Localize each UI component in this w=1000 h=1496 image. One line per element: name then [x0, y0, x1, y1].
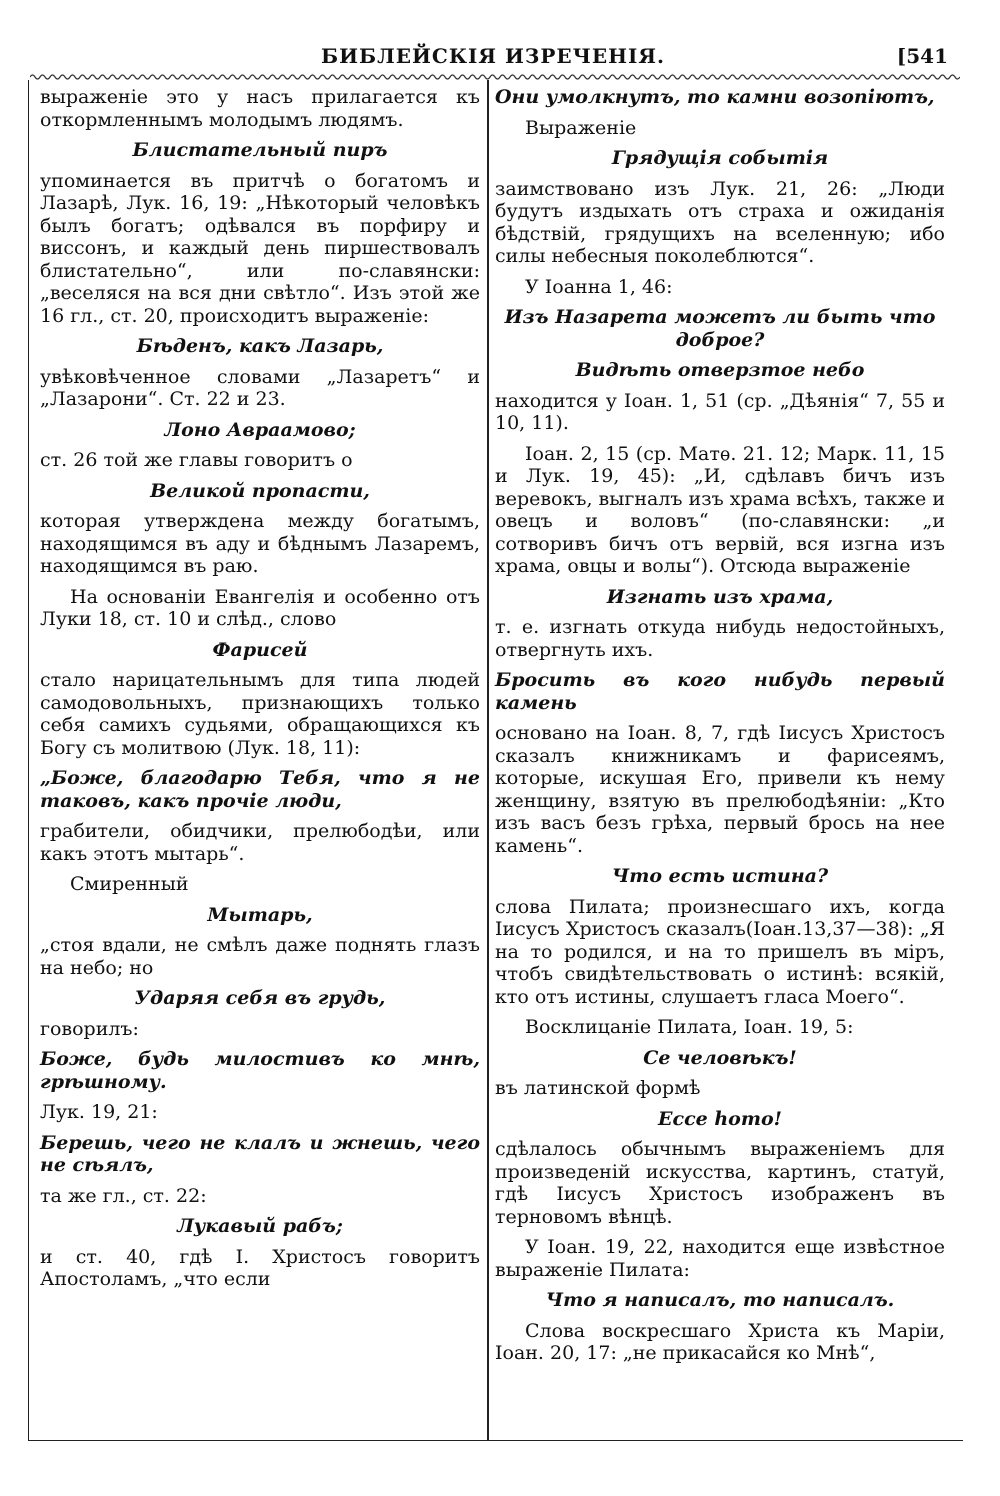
paragraph: говорилъ: — [40, 1017, 139, 1040]
paragraph: У Іоан. 19, 22, находится еще извѣстное выраженіе Пилата: — [495, 1236, 945, 1281]
paragraph: находится у Іоан. 1, 51 (ср. „Дѣянія“ 7, 55 и 10, 11). — [495, 389, 945, 434]
paragraph: Смиренный — [70, 873, 189, 895]
paragraph: та же гл., ст. 22: — [40, 1184, 207, 1207]
paragraph: ст. 26 той же главы говоритъ о — [40, 449, 353, 471]
italic-heading: Се человѣкъ! — [643, 1046, 797, 1069]
italic-heading: Лукавый рабъ; — [177, 1215, 343, 1237]
paragraph: упоминается въ притчѣ о богатомъ и Лазарѣ, Лук. 16, 19: „Нѣкоторый человѣкъ былъ богатъ; одѣвался въ порфиру и виссонъ, и каждый день пиршествовалъ блистательно“, или по-славянски: „веселяся на вся дни свѣтло“. Изъ этой же 16 гл., ст. 20, происходитъ выраженіе: — [40, 169, 480, 327]
italic-heading: Фарисей — [212, 638, 308, 661]
italic-heading: Бѣденъ, какъ Лазарь, — [136, 335, 384, 357]
italic-quote: Боже, будь милостивъ ко мнѣ, грѣшному. — [40, 1048, 480, 1093]
paragraph: сдѣлалось обычнымъ выраженіемъ для произведеній искусства, картинъ, статуй, гдѣ Іисусъ Христосъ изображенъ въ терновомъ вѣнцѣ. — [495, 1138, 945, 1228]
paragraph: Іоан. 2, 15 (ср. Матѳ. 21. 12; Марк. 11, 15 и Лук. 19, 45): „И, сдѣлавъ бичъ изъ веревокъ, выгналъ изъ храма всѣхъ, также и овецъ и воловъ“ (по-славянски: „и сотворивъ бичъ отъ вервій, вся изгна изъ храма, овцы и волы“). Отсюда выраженіе — [495, 442, 945, 577]
italic-quote: Бросить въ кого нибудь первый камень — [495, 669, 945, 714]
italic-heading: Ecce homo! — [658, 1107, 782, 1130]
paragraph: которая утверждена между богатымъ, находящимся въ аду и бѣднымъ Лазаремъ, находящимся въ раю. — [40, 510, 480, 577]
italic-heading: Ударяя себя въ грудь, — [134, 987, 386, 1009]
paragraph: У Іоанна 1, 46: — [525, 275, 673, 298]
italic-heading: Что я написалъ, то написалъ. — [545, 1289, 895, 1311]
italic-heading: Что есть истина? — [611, 865, 829, 887]
paragraph: выраженіе это у насъ прилагается къ откормленнымъ молодымъ людямъ. — [40, 86, 480, 131]
italic-heading: Блистательный пиръ — [132, 139, 388, 161]
paragraph: увѣковѣченное словами „Лазаретъ“ и „Лазарони“. Ст. 22 и 23. — [40, 365, 480, 410]
paragraph: Восклицаніе Пилата, Іоан. 19, 5: — [525, 1016, 854, 1038]
paragraph: На основаніи Евангелія и особенно отъ Луки 18, ст. 10 и слѣд., слово — [40, 585, 480, 630]
paragraph: въ латинской формѣ — [495, 1077, 701, 1099]
paragraph: „стоя вдали, не смѣлъ даже поднять глазъ на небо; но — [40, 934, 480, 979]
ornamental-wavy-rule — [30, 72, 960, 82]
italic-heading: Великой пропасти, — [150, 479, 370, 502]
italic-heading: Грядущія событія — [611, 147, 829, 169]
italic-quote: „Боже, благодарю Тебя, что я не таковъ, какъ прочіе люди, — [40, 767, 480, 812]
left-frame-rule — [28, 80, 29, 1440]
italic-heading: Лоно Авраамово; — [164, 418, 356, 441]
italic-heading: Видѣть отверзтое небо — [575, 359, 865, 381]
right-column — [495, 86, 945, 1373]
italic-heading: Изгнать изъ храма, — [606, 585, 834, 608]
bottom-rule — [28, 1440, 963, 1441]
left-column — [40, 86, 480, 1299]
italic-quote: Берешь, чего не клалъ и жнешь, чего не сѣялъ, — [40, 1131, 480, 1176]
running-title: БИБЛЕЙСКІЯ ИЗРЕЧЕНІЯ. — [321, 44, 665, 68]
paragraph: основано на Іоан. 8, 7, гдѣ Іисусъ Христосъ сказалъ книжникамъ и фарисеямъ, которые, искушая Его, привели къ нему женщину, взятую въ прелюбодѣяніи: „Кто изъ васъ безъ грѣха, первый брось на нее камень“. — [495, 722, 945, 857]
italic-heading: Мытарь, — [207, 903, 313, 926]
paragraph: т. е. изгнать откуда нибудь недостойныхъ, отвергнуть ихъ. — [495, 616, 945, 661]
paragraph: грабители, обидчики, прелюбодѣи, или какъ этотъ мытарь“. — [40, 820, 480, 865]
paragraph: Лук. 19, 21: — [40, 1101, 158, 1123]
paragraph: стало нарицательнымъ для типа людей самодовольныхъ, признающихъ только себя самихъ судьями, обращающихся къ Богу съ молитвою (Лук. 18, 11): — [40, 669, 480, 759]
page-number: [541 — [896, 44, 948, 68]
italic-heading: Изъ Назарета можетъ ли быть что доброе? — [504, 306, 936, 351]
paragraph: Выраженіе — [525, 116, 637, 139]
italic-quote: Они умолкнутъ, то камни возопіютъ, — [495, 86, 935, 108]
column-divider — [487, 80, 489, 1440]
paragraph: заимствовано изъ Лук. 21, 26: „Люди будутъ издыхать отъ страха и ожиданія бѣдствій, грядущихъ на вселенную; ибо силы небесныя поколеблются“. — [495, 177, 945, 267]
paragraph: и ст. 40, гдѣ І. Христосъ говоритъ Апостоламъ, „что если — [40, 1245, 480, 1290]
paragraph: Слова воскресшаго Христа къ Маріи, Іоан. 20, 17: „не прикасайся ко Мнѣ“, — [495, 1319, 945, 1364]
paragraph: слова Пилата; произнесшаго ихъ, когда Іисусъ Христосъ сказалъ(Іоан.13,37—38): „Я на то родился, и на то пришелъ въ міръ, чтобъ свидѣтельствовать о истинѣ: всякій, кто отъ истины, слушаетъ гласа Моего“. — [495, 895, 945, 1008]
